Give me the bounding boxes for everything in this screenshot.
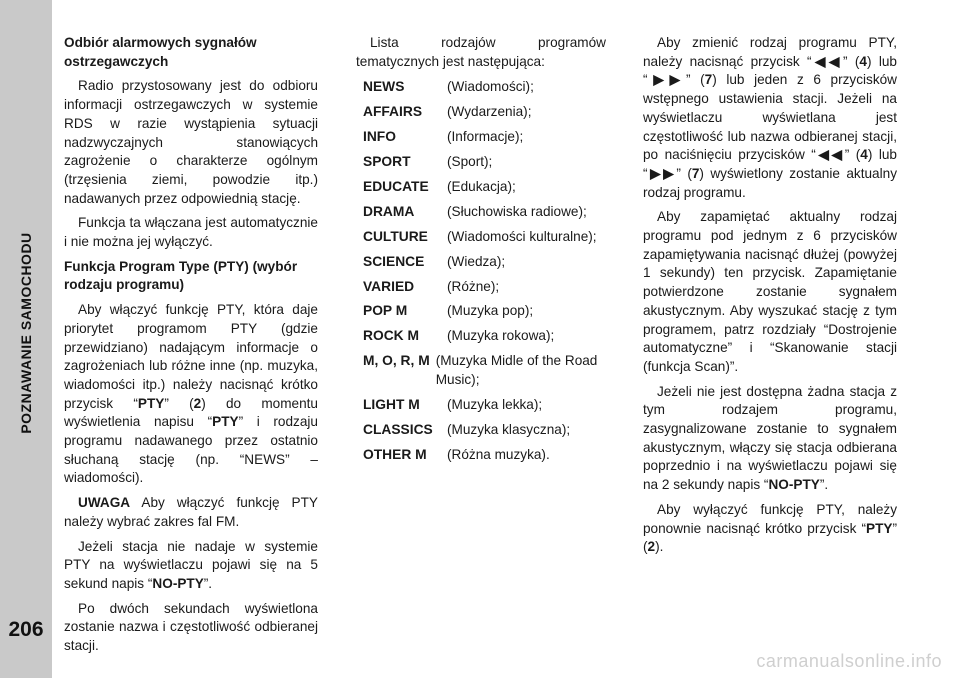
pty-code: SCIENCE xyxy=(363,253,425,269)
sidebar xyxy=(0,0,52,678)
pty-code: OTHER M xyxy=(363,446,427,462)
pty-description: (Wydarzenia); xyxy=(447,104,532,120)
pty-description: (Muzyka Midle of the Road Music); xyxy=(435,353,598,387)
column-2 xyxy=(356,34,606,470)
pty-code: ROCK M xyxy=(363,328,419,344)
pty-code: SPORT xyxy=(363,154,411,170)
rewind-icon: ◀◀ xyxy=(815,147,845,163)
pty-code: CLASSICS xyxy=(363,421,433,437)
pty-code: NEWS xyxy=(363,79,405,95)
pty-list-item xyxy=(363,302,606,321)
column-1 xyxy=(64,34,318,662)
pty-list-item xyxy=(363,327,606,346)
note-paragraph: UWAGA Aby włączyć funkcję PTY należy wybrać zakres fal FM. xyxy=(64,495,318,529)
heading-pty: Funkcja Program Type (PTY) (wybór rodzaju programu) xyxy=(64,258,298,293)
pty-list xyxy=(356,78,606,464)
pty-description: (Muzyka lekka); xyxy=(447,396,543,412)
paragraph: Jeżeli nie jest dostępna żadna stacja z tym rodzajem programu, zasygnalizowane zostanie to sygnałem akustycznym, włączy się stacja odbierana poprzednio i na wyświetlaczu pojawi się na 2 sekundy napis “NO-PTY”. xyxy=(643,383,897,493)
list-intro: Lista rodzajów programów tematycznych jest następująca: xyxy=(356,35,606,69)
page-number: 206 xyxy=(8,618,44,641)
pty-list-item xyxy=(363,352,606,389)
pty-code: EDUCATE xyxy=(363,178,429,194)
pty-description: (Informacje); xyxy=(447,129,524,145)
paragraph: Aby włączyć funkcję PTY, która daje priorytet programom PTY (gdzie przewidziano) nadającym informacje o zagrożeniach lub różne inne (np. muzyka, wiadomości itp.) należy nacisnąć krótko przycisk “PTY” (2) do momentu wyświetlenia napisu “PTY” i rodzaju programu nadawanego przez ostatnio słuchaną stację (np. “NEWS” – wiadomości). xyxy=(64,302,318,486)
pty-list-item xyxy=(363,421,606,440)
rewind-icon: ◀◀ xyxy=(811,53,844,69)
pty-description: (Wiadomości kulturalne); xyxy=(447,228,597,244)
column-3 xyxy=(643,34,897,563)
pty-list-item xyxy=(363,128,606,147)
pty-list-item xyxy=(363,153,606,172)
pty-description: (Muzyka klasyczna); xyxy=(447,421,571,437)
paragraph: Jeżeli stacja nie nadaje w systemie PTY na wyświetlaczu pojawi się na 5 sekund napis “NO-PTY”. xyxy=(64,538,318,591)
pty-description: (Sport); xyxy=(447,154,493,170)
section-title: POZNAWANIE SAMOCHODU xyxy=(18,232,34,434)
watermark: carmanualsonline.info xyxy=(756,651,942,671)
pty-code: LIGHT M xyxy=(363,396,420,412)
pty-description: (Muzyka rokowa); xyxy=(447,328,555,344)
paragraph: Po dwóch sekundach wyświetlona zostanie nazwa i częstotliwość odbieranej stacji. xyxy=(64,600,318,654)
pty-code: POP M xyxy=(363,303,408,319)
note-label: UWAGA xyxy=(78,495,131,511)
pty-code: DRAMA xyxy=(363,203,415,219)
pty-list-item xyxy=(363,253,606,272)
pty-description: (Edukacja); xyxy=(447,178,516,194)
pty-code: M, O, R, M xyxy=(363,353,430,369)
fast-forward-icon: ▶▶ xyxy=(647,165,677,181)
paragraph: Aby zmienić rodzaj programu PTY, należy nacisnąć przycisk “◀◀” (4) lub “▶▶” (7) lub jeden z 6 przycisków wstępnego ustawienia stacji. Jeżeli na wyświetlaczu wyświetlana jest częstotliwość lub nazwa odbieranej stacji, po naciśnięciu przycisków “◀◀” (4) lub “▶▶” (7) wyświetlony zostanie aktualny rodzaj programu. xyxy=(643,35,897,200)
pty-list-item xyxy=(363,178,606,197)
pty-list-item xyxy=(363,203,606,222)
pty-code: INFO xyxy=(363,129,396,145)
paragraph: Aby zapamiętać aktualny rodzaj programu pod jednym z 6 przycisków zapamiętywania nacisnąć dłużej (powyżej 1 sekundy) ten przycisk. Zapamiętanie potwierdzone zostanie sygnałem akustycznym. Aby wyszukać stację z tym programem, patrz rozdziały “Dostrojenie automatyczne” i “Skanowanie stacji (funkcja Scan)”. xyxy=(643,209,897,374)
heading-alarm: Odbiór alarmowych sygnałów ostrzegawczych xyxy=(64,35,257,69)
pty-list-item xyxy=(363,446,606,465)
paragraph: Funkcja ta włączana jest automatycznie i nie można jej wyłączyć. xyxy=(64,215,318,250)
pty-description: (Wiedza); xyxy=(447,253,506,269)
pty-description: (Muzyka pop); xyxy=(447,303,534,319)
paragraph: Aby wyłączyć funkcję PTY, należy ponownie nacisnąć krótko przycisk “PTY” (2). xyxy=(643,501,897,555)
pty-list-item xyxy=(363,103,606,122)
fast-forward-icon: ▶▶ xyxy=(647,72,686,88)
paragraph: Radio przystosowany jest do odbioru informacji ostrzegawczych w systemie RDS w razie wystąpienia sytuacji nadzwyczajnych stanowiących zagrożenie o charakterze ogólnym (trzęsienia ziemi, powodzie itp.) nadawanych przez odpowiednią stację. xyxy=(64,78,318,206)
pty-description: (Różne); xyxy=(447,278,500,294)
pty-description: (Wiadomości); xyxy=(447,79,534,95)
pty-list-item xyxy=(363,278,606,297)
pty-list-item xyxy=(363,228,606,247)
pty-description: (Słuchowiska radiowe); xyxy=(447,203,587,219)
pty-list-item xyxy=(363,396,606,415)
pty-code: VARIED xyxy=(363,278,415,294)
pty-description: (Różna muzyka). xyxy=(447,446,550,462)
pty-code: CULTURE xyxy=(363,228,428,244)
pty-list-item xyxy=(363,78,606,97)
pty-code: AFFAIRS xyxy=(363,104,423,120)
